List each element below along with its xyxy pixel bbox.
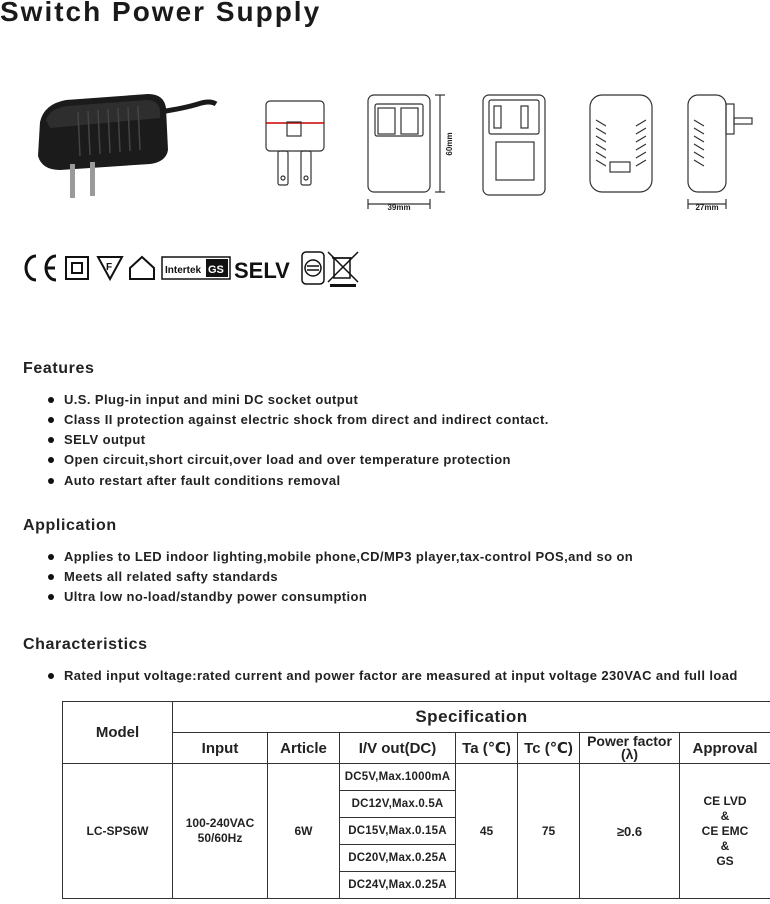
features-list [48, 390, 549, 491]
side-view-drawing [590, 95, 652, 192]
front-view-drawing [266, 101, 324, 185]
approval-line: GS [716, 853, 734, 868]
list-item: Ultra low no-load/standby power consumption [48, 587, 633, 607]
approval-line: CE EMC [701, 823, 749, 838]
ta-header: Ta (℃) [456, 733, 518, 764]
class-ii-icon [66, 257, 88, 279]
output-cell: DC24V,Max.0.25A [340, 872, 456, 899]
approval-header: Approval [680, 733, 770, 764]
approval-cell [680, 764, 770, 899]
product-drawings [0, 80, 770, 220]
article-header: Article [268, 733, 340, 764]
ta-cell: 45 [456, 764, 518, 899]
output-cell: DC20V,Max.0.25A [340, 845, 456, 872]
page-title: Switch Power Supply [0, 0, 322, 27]
list-item: Rated input voltage:rated current and power factor are measured at input voltage 230VAC and full load [48, 666, 738, 686]
features-heading: Features [23, 360, 95, 377]
list-item: U.S. Plug-in input and mini DC socket output [48, 390, 549, 410]
width-label: 39mm [387, 203, 411, 212]
house-mark-icon [130, 257, 154, 279]
adapter-photo [38, 94, 216, 198]
approval-line: & [720, 808, 730, 823]
height-label: 60mm [445, 132, 454, 156]
output-cell: DC5V,Max.1000mA [340, 764, 456, 791]
specification-table [62, 701, 770, 899]
tc-cell: 75 [518, 764, 580, 899]
list-item: Class II protection against electric shock from direct and indirect contact. [48, 410, 549, 430]
input-voltage: 100-240VAC [185, 816, 255, 830]
model-header: Model [63, 702, 173, 764]
specification-header: Specification [173, 702, 770, 733]
characteristics-heading: Characteristics [23, 636, 148, 653]
power-factor-cell: ≥0.6 [580, 764, 680, 899]
certification-logos [22, 248, 422, 288]
dimension-drawing [368, 95, 445, 209]
profile-view-drawing [688, 95, 752, 209]
approval-line: & [720, 838, 730, 853]
selv-text: SELV [234, 258, 290, 283]
ce-mark-icon [26, 256, 56, 280]
application-list [48, 547, 633, 607]
power-factor-label: Power factor [587, 733, 672, 749]
characteristics-list [48, 666, 738, 686]
input-cell [173, 764, 268, 899]
input-frequency: 50/60Hz [197, 831, 243, 845]
back-view-drawing [483, 95, 545, 195]
output-cell: DC12V,Max.0.5A [340, 791, 456, 818]
list-item: Open circuit,short circuit,over load and over temperature protection [48, 450, 549, 470]
input-header: Input [173, 733, 268, 764]
application-heading: Application [23, 517, 117, 534]
svg-text:F: F [106, 262, 113, 273]
weee-bin-icon [328, 252, 358, 287]
list-item: Applies to LED indoor lighting,mobile phone,CD/MP3 player,tax-control POS,and so on [48, 547, 633, 567]
model-cell: LC-SPS6W [63, 764, 173, 899]
power-factor-header [580, 733, 680, 764]
intertek-gs-icon [162, 257, 230, 279]
tc-header: Tc (℃) [518, 733, 580, 764]
safety-transformer-icon [302, 252, 324, 284]
gs-text: GS [208, 264, 224, 276]
intertek-text: Intertek [165, 265, 202, 276]
list-item: Meets all related safty standards [48, 567, 633, 587]
depth-label: 27mm [695, 203, 719, 212]
power-factor-symbol: (λ) [620, 746, 639, 762]
f-mark-icon [98, 257, 122, 279]
product-illustration [0, 80, 770, 220]
approval-line: CE LVD [703, 793, 747, 808]
output-cell: DC15V,Max.0.15A [340, 818, 456, 845]
article-cell: 6W [268, 764, 340, 899]
iv-out-header: I/V out(DC) [340, 733, 456, 764]
list-item: Auto restart after fault conditions removal [48, 471, 549, 491]
list-item: SELV output [48, 430, 549, 450]
